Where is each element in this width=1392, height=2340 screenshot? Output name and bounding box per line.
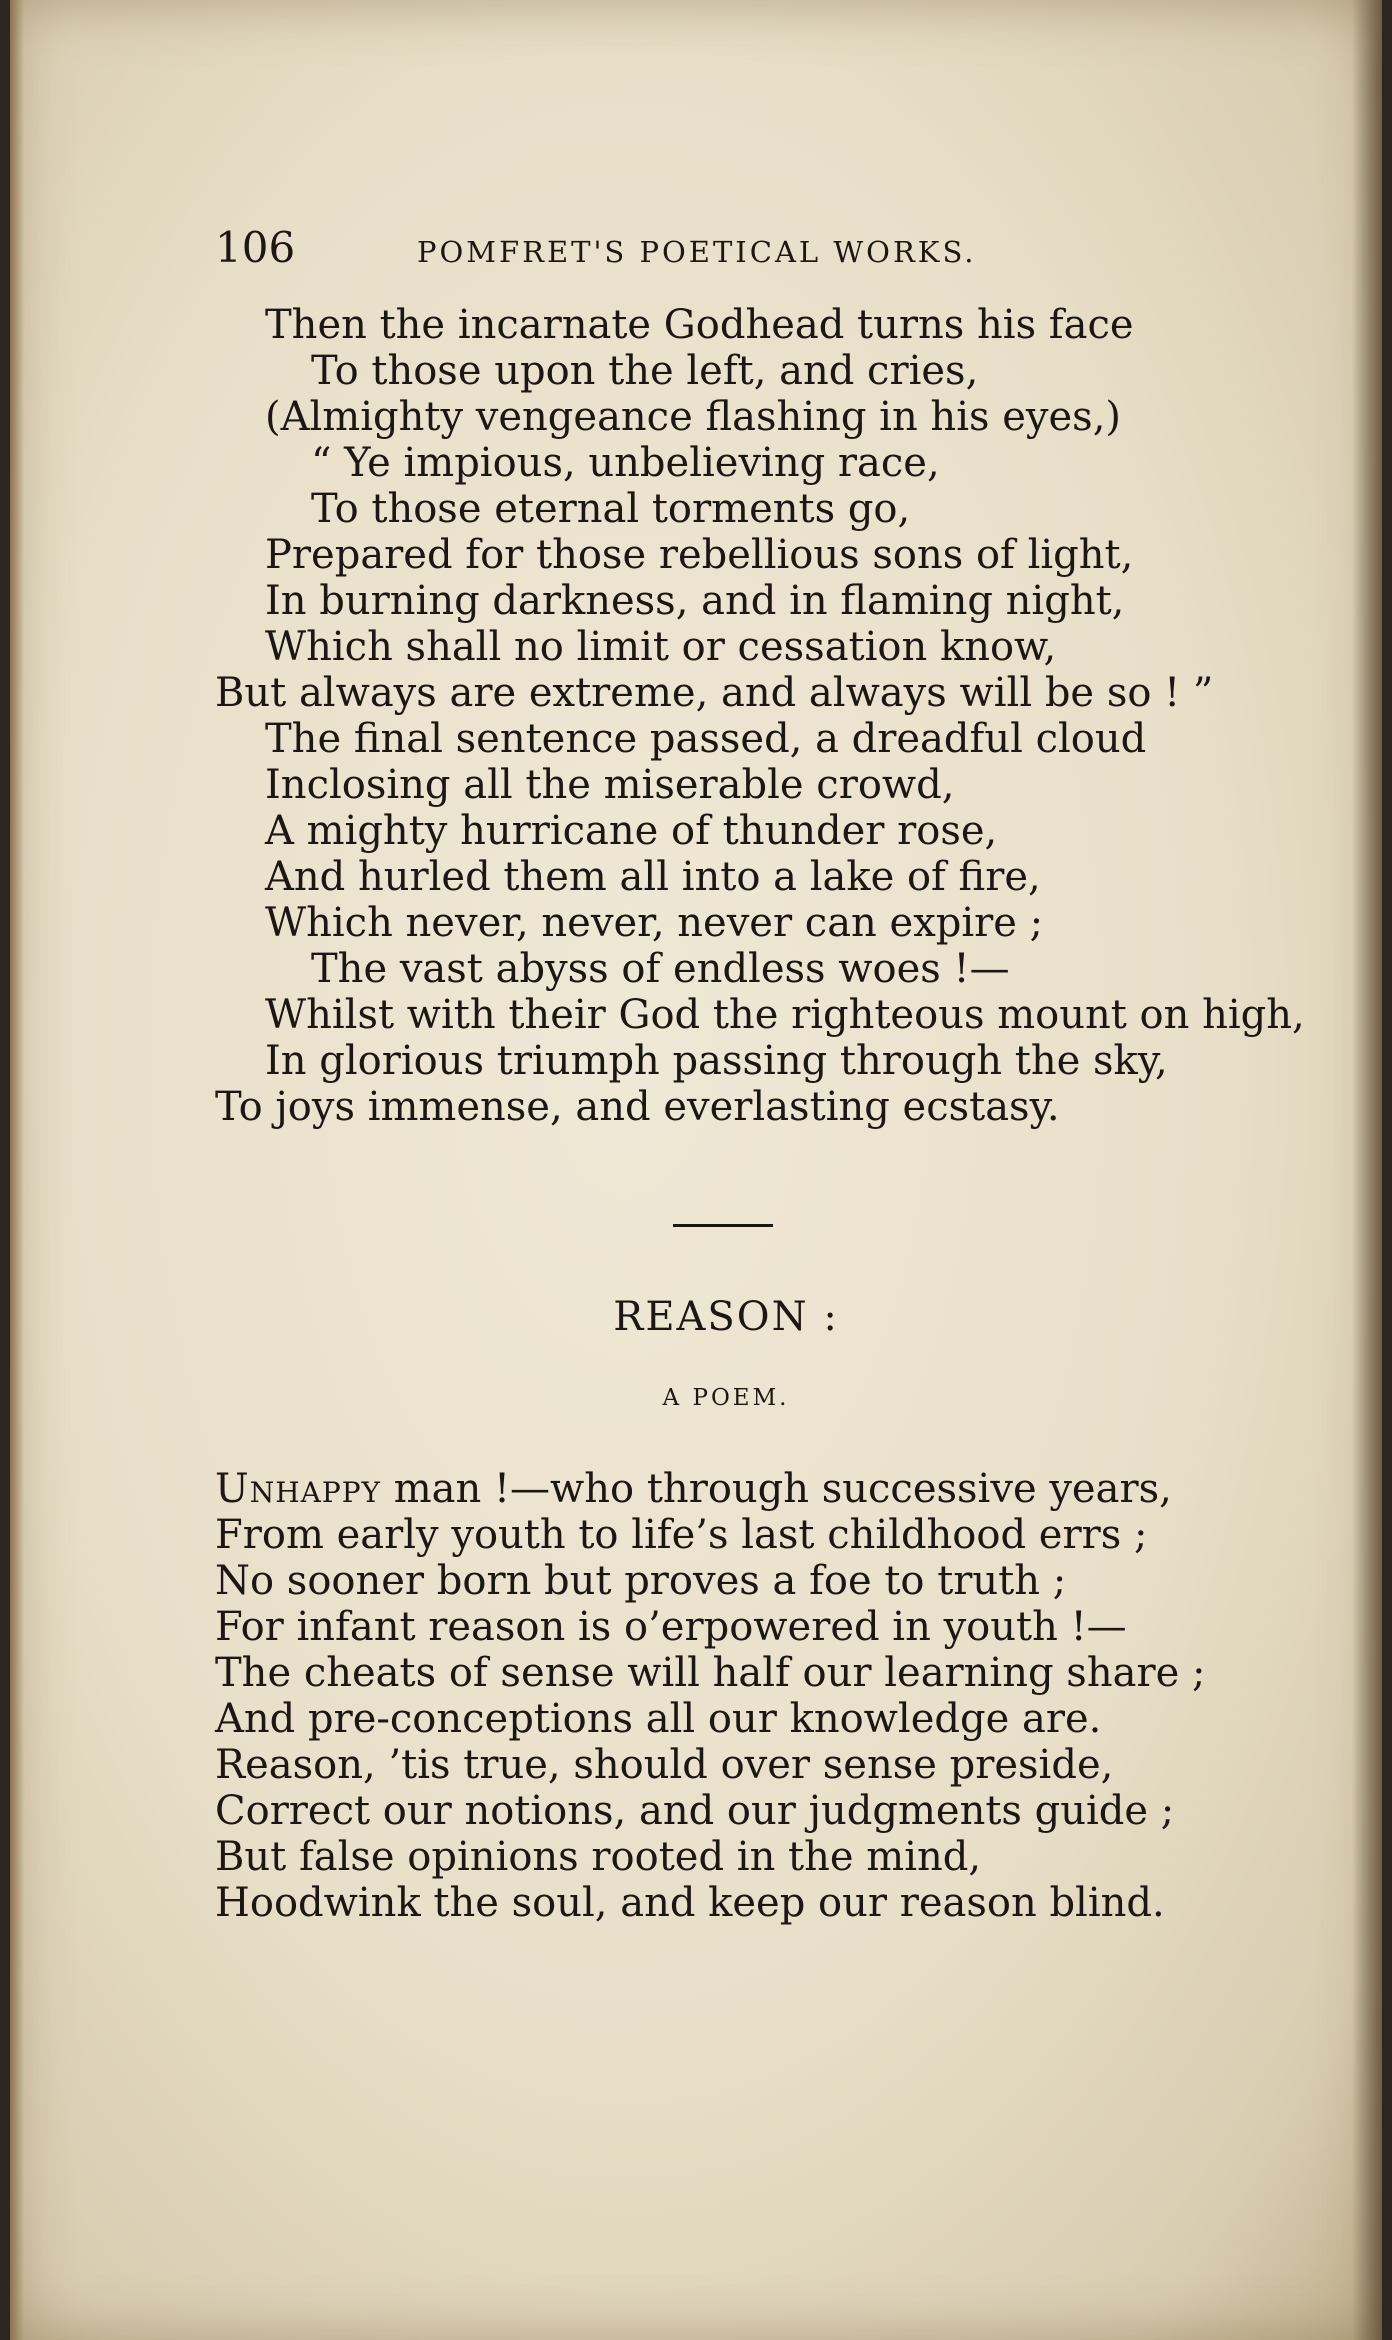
page-number: 106 [215, 223, 296, 272]
poem-line: And pre-conceptions all our knowledge are. [215, 1696, 1102, 1742]
reason-poem-opening [215, 1466, 1235, 1926]
page-right-edge [1352, 0, 1382, 2340]
poem-line: To those upon the left, and cries, [311, 348, 979, 394]
poem-line: Inclosing all the miserable crowd, [265, 762, 955, 808]
poem-line [215, 1466, 1235, 1512]
poem-line: “ Ye impious, unbelieving race, [311, 440, 940, 486]
poem-line: No sooner born but proves a foe to truth ; [215, 1558, 1067, 1604]
poem-line: Hoodwink the soul, and keep our reason blind. [215, 1880, 1165, 1926]
poem-line: But false opinions rooted in the mind, [215, 1834, 982, 1880]
poem-line: Correct our notions, and our judgments guide ; [215, 1788, 1175, 1834]
poem-line: But always are extreme, and always will be so ! ” [215, 670, 1214, 716]
book-page [10, 0, 1382, 2340]
section-subtitle: A POEM. [662, 1385, 790, 1411]
section-divider [673, 1224, 773, 1227]
poem-line: From early youth to life’s last childhood errs ; [215, 1512, 1148, 1558]
poem-ending-stanza [215, 302, 1305, 1130]
poem-line: In glorious triumph passing through the sky, [265, 1038, 1168, 1084]
poem-line: Prepared for those rebellious sons of light, [265, 532, 1134, 578]
poem-line: For infant reason is o’erpowered in youth !— [215, 1604, 1127, 1650]
poem-line: To joys immense, and everlasting ecstasy. [215, 1084, 1060, 1130]
poem-line: The vast abyss of endless woes !— [311, 946, 1010, 992]
poem-line: Which never, never, never can expire ; [265, 900, 1044, 946]
poem-line: Whilst with their God the righteous mount on high, [265, 992, 1305, 1038]
section-title: REASON : [613, 1294, 839, 1340]
poem-line: The final sentence passed, a dreadful cloud [265, 716, 1147, 762]
poem-line: A mighty hurricane of thunder rose, [265, 808, 998, 854]
running-title: POMFRET'S POETICAL WORKS. [417, 235, 977, 269]
poem-line: Which shall no limit or cessation know, [265, 624, 1057, 670]
poem-line: In burning darkness, and in flaming night, [265, 578, 1125, 624]
poem-line: (Almighty vengeance flashing in his eyes,) [265, 394, 1122, 440]
opening-line-rest: man !—who through successive years, [381, 1466, 1172, 1512]
poem-line: Reason, ’tis true, should over sense preside, [215, 1742, 1114, 1788]
poem-line: Then the incarnate Godhead turns his face [265, 302, 1134, 348]
page-header [215, 222, 1165, 282]
opening-word: Unhappy [215, 1466, 382, 1512]
poem-line: The cheats of sense will half our learning share ; [215, 1650, 1206, 1696]
poem-line: To those eternal torments go, [311, 486, 911, 532]
poem-line: And hurled them all into a lake of fire, [265, 854, 1041, 900]
page-left-edge [10, 0, 24, 2340]
